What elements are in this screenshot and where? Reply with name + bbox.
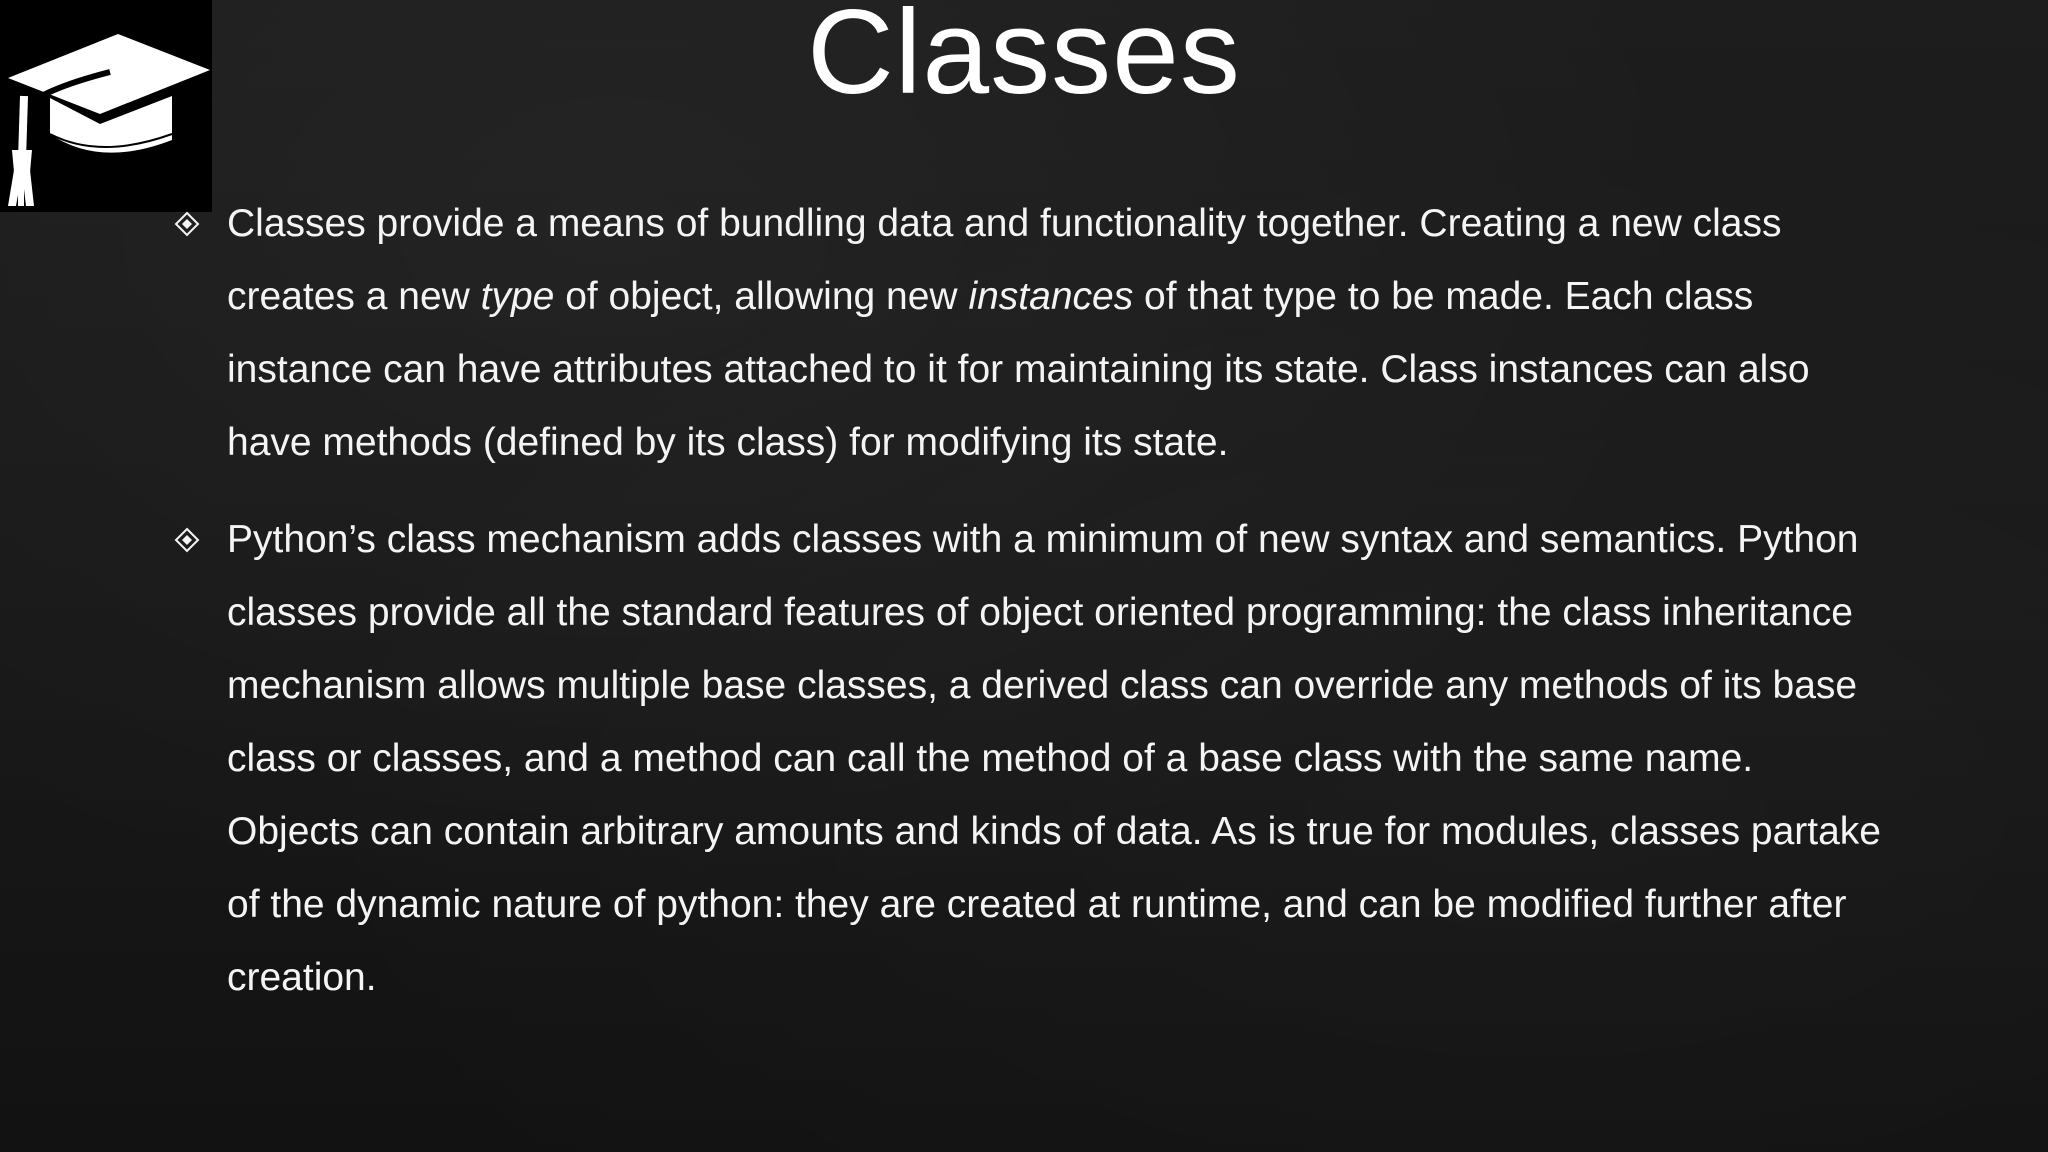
bullet-text-italic: instances (968, 275, 1134, 318)
bullet-text-segment: Classes provide a means of bundling data and functionality together. Creating a new class creates a new (227, 202, 1782, 318)
bullet-text (227, 202, 1810, 464)
slide-title: Classes (807, 0, 1241, 119)
diamond-bullet-icon (174, 211, 200, 237)
bullet-text-segment: Python’s class mechanism adds classes with a minimum of new syntax and semantics. Python classes provide all the standard features of object oriented programming: the class inheritance mechanism allows multiple base classes, a derived class can override any methods of its base class or classes, and a method can call the method of a base class with the same name. Objects can contain arbitrary amounts and kinds of data. As is true for modules, classes partake of the dynamic nature of python: they are created at runtime, and can be modified further after creation. (227, 518, 1881, 999)
bullet-text-segment: of that type to be made. Each class instance can have attributes attached to it for maintaining its state. Class instances can also have methods (defined by its class) for modifying its state. (227, 275, 1810, 464)
bullet-text-italic: type (480, 275, 555, 318)
bullet-text (227, 518, 1881, 999)
bullet-item (174, 503, 1894, 1014)
bullet-text-segment: of object, allowing new (554, 275, 969, 318)
bullet-item (174, 187, 1894, 479)
diamond-bullet-icon (174, 527, 200, 553)
bullet-list (174, 187, 1894, 1038)
